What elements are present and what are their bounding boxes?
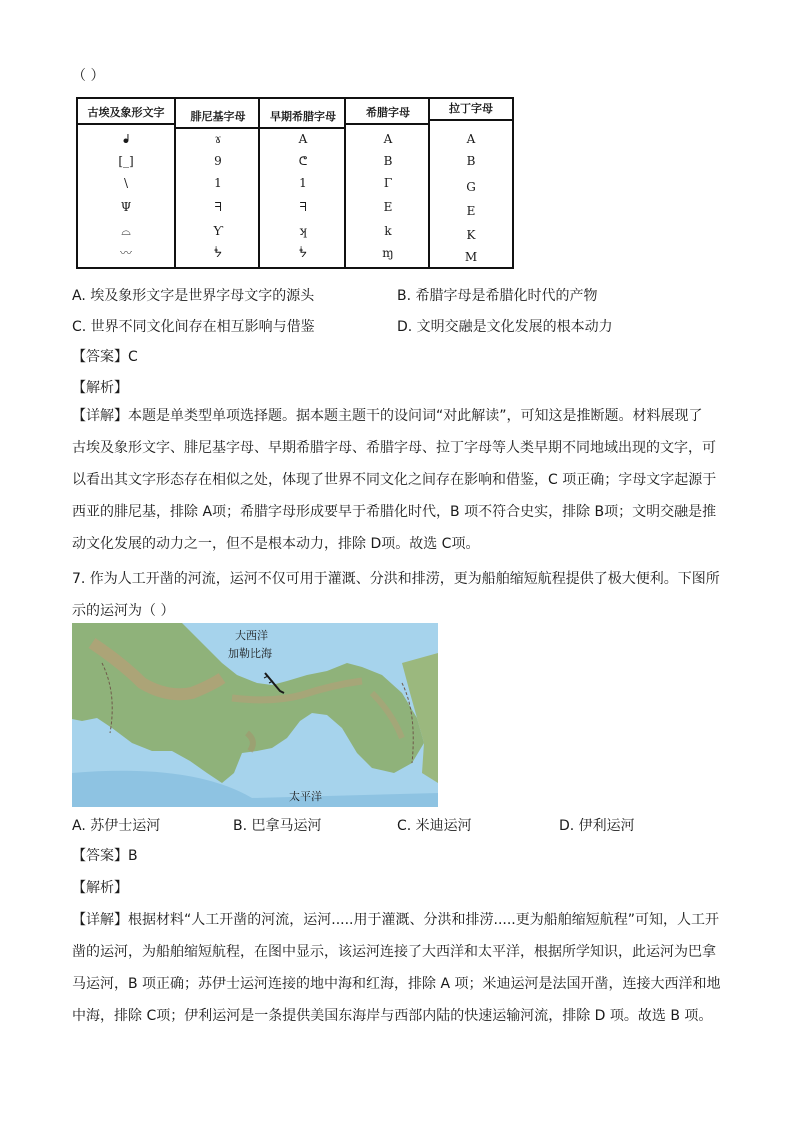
glyph: 1 xyxy=(299,176,307,190)
glyph: ɱ xyxy=(382,246,394,260)
glyph: M xyxy=(464,250,478,264)
glyph: ⌓ xyxy=(121,224,131,238)
question-bracket: （ ） xyxy=(72,68,105,84)
glyph: E xyxy=(466,204,476,218)
glyph: k xyxy=(384,224,392,238)
column-latin xyxy=(428,99,512,267)
glyph: A xyxy=(466,132,476,146)
glyph: B xyxy=(383,154,393,168)
detail-line: 以看出其文字形态存在相似之处，体现了世界不同文化之间存在影响和借鉴，C 项正确；字母文字起源于 xyxy=(72,472,717,488)
glyph: A xyxy=(298,132,308,146)
option-b: B. 希腊字母是希腊化时代的产物 xyxy=(397,288,598,304)
analysis-label: 【解析】 xyxy=(72,380,128,396)
glyph: ᖷ xyxy=(299,200,307,214)
glyph: ᕦ xyxy=(298,154,308,168)
detail-line: 古埃及象形文字、腓尼基字母、早期希腊字母、希腊字母、拉丁字母等人类早期不同地域出现的文字，可 xyxy=(72,440,716,456)
answer-label: 【答案】B xyxy=(72,848,138,864)
glyph: Γ xyxy=(383,176,393,190)
detail-line: 凿的运河，为船舶缩短航程，在图中显示，该运河连接了大西洋和太平洋，根据所学知识，此运河为巴拿 xyxy=(72,944,716,960)
answer-label: 【答案】C xyxy=(72,349,138,365)
stem-line: 示的运河为（ ） xyxy=(72,603,175,619)
detail-line: 动文化发展的动力之一，但不是根本动力，排除 D项。故选 C项。 xyxy=(72,536,480,552)
column-early-greek xyxy=(258,99,346,267)
glyph: G xyxy=(466,180,476,194)
glyph: Ψ xyxy=(120,200,132,214)
column-phoenician xyxy=(174,99,260,267)
option-d: D. 伊利运河 xyxy=(559,818,635,834)
detail-paragraph xyxy=(72,400,722,560)
option-b: B. 巴拿马运河 xyxy=(233,818,322,834)
glyph: ᖷ xyxy=(214,200,222,214)
option-a: A. 埃及象形文字是世界字母文字的源头 xyxy=(72,288,315,304)
option-a: A. 苏伊士运河 xyxy=(72,818,161,834)
detail-line: 【详解】根据材料“人工开凿的河流，运河.....用于灌溉、分洪和排涝.....更为船舶缩短航程”可知，人工开 xyxy=(72,912,720,928)
glyph: 1 xyxy=(214,176,222,190)
glyph: ᖭ xyxy=(214,246,222,260)
glyph: \ xyxy=(123,176,129,190)
detail-line: 中海，排除 C项；伊利运河是一条提供美国东海岸与西部内陆的快速运输河流，排除 D 项。故选 B 项。 xyxy=(72,1008,713,1024)
glyph: E xyxy=(383,200,393,214)
glyph: ɤ xyxy=(214,132,222,146)
stem-line: 7. 作为人工开凿的河流，运河不仅可用于灌溉、分洪和排涝，更为船舶缩短航程提供了极大便利。下图所 xyxy=(72,571,720,587)
glyph: B xyxy=(466,154,476,168)
header-phoenician: 腓尼基字母 xyxy=(176,107,260,129)
detail-line: 【详解】本题是单类型单项选择题。据本题主题干的设问词“对此解读”，可知这是推断题。材料展现了 xyxy=(72,408,703,424)
header-greek: 希腊字母 xyxy=(346,103,430,125)
analysis-label: 【解析】 xyxy=(72,880,128,896)
panama-map xyxy=(72,623,438,807)
glyph: 〰 xyxy=(119,246,132,260)
option-c: C. 米迪运河 xyxy=(397,818,472,834)
label-atlantic: 大西洋 xyxy=(235,629,268,642)
option-d: D. 文明交融是文化发展的根本动力 xyxy=(397,319,613,335)
glyph: ᖱ xyxy=(122,132,130,146)
detail-line: 马运河，B 项正确；苏伊士运河连接的地中海和红海，排除 A 项；米迪运河是法国开凿，连接大西洋和地 xyxy=(72,976,721,992)
glyph: ʞ xyxy=(299,224,307,238)
option-c: C. 世界不同文化间存在相互影响与借鉴 xyxy=(72,319,315,335)
glyph: [_] xyxy=(118,154,134,168)
label-caribbean: 加勒比海 xyxy=(228,647,272,660)
glyph: 9 xyxy=(214,154,222,168)
label-pacific: 太平洋 xyxy=(289,790,322,803)
glyph: A xyxy=(383,132,393,146)
glyph: Ƴ xyxy=(213,224,223,238)
glyph: K xyxy=(466,228,476,242)
question-stem xyxy=(72,563,722,627)
glyph: ᖭ xyxy=(299,246,307,260)
header-early-greek: 早期希腊字母 xyxy=(260,107,346,129)
alphabet-comparison-table xyxy=(76,97,514,269)
column-greek xyxy=(344,99,430,267)
header-egyptian: 古埃及象形文字 xyxy=(78,103,174,125)
column-egyptian xyxy=(78,99,174,267)
detail-line: 西亚的腓尼基，排除 A项；希腊字母形成要早于希腊化时代，B 项不符合史实，排除 B项；文明交融是推 xyxy=(72,504,717,520)
detail-paragraph xyxy=(72,904,722,1032)
header-latin: 拉丁字母 xyxy=(430,99,512,121)
